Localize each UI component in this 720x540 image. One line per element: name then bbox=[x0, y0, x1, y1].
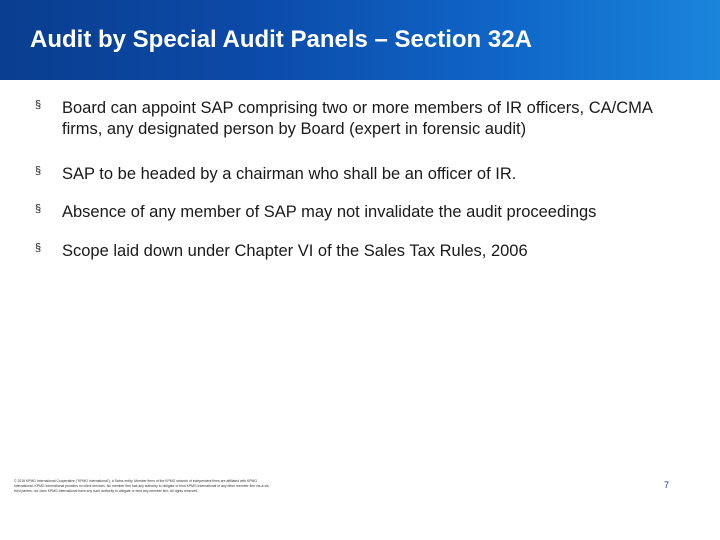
bullet-marker: § bbox=[35, 242, 42, 254]
header-bar bbox=[0, 0, 720, 80]
bullet-text: SAP to be headed by a chairman who shall be an officer of IR. bbox=[62, 165, 517, 183]
slide-title: Audit by Special Audit Panels – Section 32A bbox=[30, 26, 532, 53]
footer-legal-text: © 2018 KPMG International Cooperative ("KPMG International"), a Swiss entity. Member firms of the KPMG network of independent firms are affiliated with KPMG International. KPMG International provides no client services. No member firm has any authority to obligate or bind KPMG International or any other member firm vis-à-vis third parties, nor does KPMG International have any such authority to obligate or bind any member firm. All rights reserved. bbox=[14, 479, 269, 493]
bullet-text: Scope laid down under Chapter VI of the Sales Tax Rules, 2006 bbox=[62, 242, 528, 260]
bullet-text: Absence of any member of SAP may not invalidate the audit proceedings bbox=[62, 203, 597, 221]
bullet-marker: § bbox=[35, 203, 42, 215]
page-number: 7 bbox=[664, 480, 670, 490]
bullet-marker: § bbox=[35, 165, 42, 177]
bullet-text: Board can appoint SAP comprising two or more members of IR officers, CA/CMA firms, any designated person by Board (expert in forensic audit) bbox=[62, 99, 652, 138]
bullet-marker: § bbox=[35, 99, 42, 111]
